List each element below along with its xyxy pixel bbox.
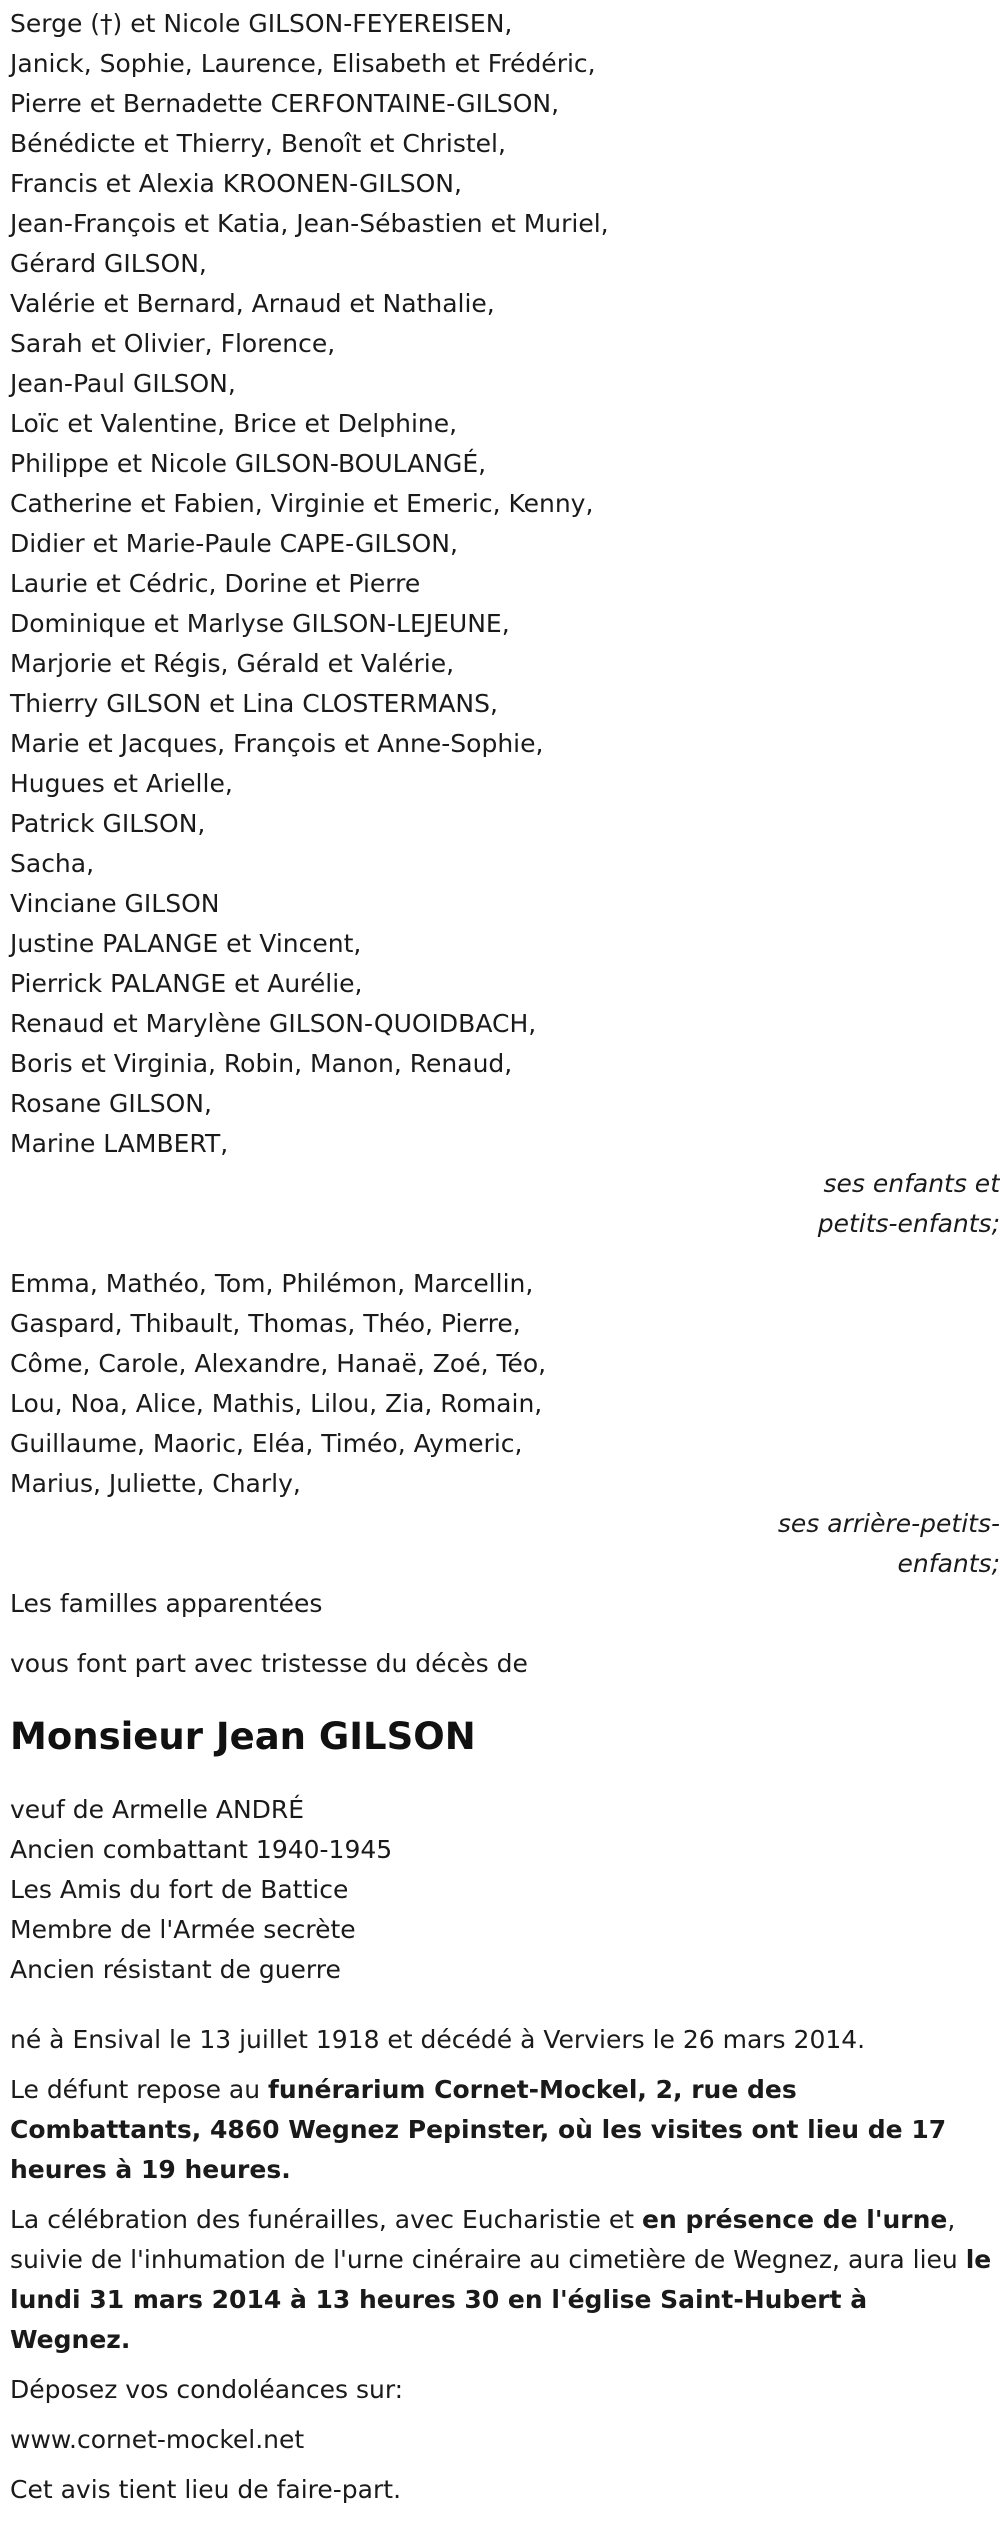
family-list	[10, 4, 990, 1164]
family-line: Renaud et Marylène GILSON-QUOIDBACH,	[10, 1009, 537, 1038]
family-line: Jean-Paul GILSON,	[10, 369, 236, 398]
family-line: Vinciane GILSON	[10, 889, 220, 918]
deceased-detail-line: Ancien résistant de guerre	[10, 1955, 341, 1984]
family-line: Catherine et Fabien, Virginie et Emeric, Kenny,	[10, 489, 594, 518]
family-line: Marine LAMBERT,	[10, 1129, 229, 1158]
family-line: Serge (†) et Nicole GILSON-FEYEREISEN,	[10, 9, 513, 38]
birth-death-text: né à Ensival le 13 juillet 1918 et décédé à Verviers le 26 mars 2014.	[10, 2025, 866, 2054]
family-line: Gérard GILSON,	[10, 249, 207, 278]
condolences-website-link[interactable]: www.cornet-mockel.net	[10, 2425, 305, 2454]
family-line: Rosane GILSON,	[10, 1089, 212, 1118]
family-line: Thierry GILSON et Lina CLOSTERMANS,	[10, 689, 498, 718]
family-line: Marjorie et Régis, Gérald et Valérie,	[10, 649, 455, 678]
deceased-details	[10, 1790, 990, 1990]
deceased-detail-line: Ancien combattant 1940-1945	[10, 1835, 393, 1864]
ceremony-urn-bold: en présence de l'urne	[641, 2205, 948, 2234]
family-line: Sarah et Olivier, Florence,	[10, 329, 336, 358]
family-line: Philippe et Nicole GILSON-BOULANGÉ,	[10, 449, 487, 478]
rest-prefix: Le défunt repose au	[10, 2075, 269, 2104]
deceased-detail-line: veuf de Armelle ANDRÉ	[10, 1795, 305, 1824]
children-label-line: ses enfants et	[823, 1169, 1000, 1198]
ceremony-part1: La célébration des funérailles, avec Eucharistie et	[10, 2205, 642, 2234]
ceremony-date-bold: le lundi 31 mars 2014 à 13 heures 30 en l'église Saint-Hubert à Wegnez.	[10, 2245, 992, 2354]
deceased-detail-line: Les Amis du fort de Battice	[10, 1875, 349, 1904]
closing-text: Cet avis tient lieu de faire-part.	[10, 2475, 402, 2504]
great-grandchild-line: Côme, Carole, Alexandre, Hanaë, Zoé, Téo,	[10, 1349, 547, 1378]
family-line: Bénédicte et Thierry, Benoît et Christel,	[10, 129, 506, 158]
family-line: Marie et Jacques, François et Anne-Sophie,	[10, 729, 544, 758]
great-grandchild-line: Emma, Mathéo, Tom, Philémon, Marcellin,	[10, 1269, 534, 1298]
great-grandchild-line: Guillaume, Maoric, Eléa, Timéo, Aymeric,	[10, 1429, 523, 1458]
family-line: Justine PALANGE et Vincent,	[10, 929, 362, 958]
rest-location-text	[10, 2070, 995, 2190]
family-line: Didier et Marie-Paule CAPE-GILSON,	[10, 529, 458, 558]
family-line: Janick, Sophie, Laurence, Elisabeth et Frédéric,	[10, 49, 596, 78]
family-line: Boris et Virginia, Robin, Manon, Renaud,	[10, 1049, 513, 1078]
deceased-detail-line: Membre de l'Armée secrète	[10, 1915, 356, 1944]
great-grandchild-line: Gaspard, Thibault, Thomas, Théo, Pierre,	[10, 1309, 521, 1338]
family-line: Jean-François et Katia, Jean-Sébastien et Muriel,	[10, 209, 609, 238]
deceased-name: Monsieur Jean GILSON	[10, 1715, 476, 1758]
rest-location-bold: funérarium Cornet-Mockel, 2, rue des Combattants, 4860 Wegnez Pepinster, où les visites ont lieu de 17 heures à 19 heures.	[10, 2075, 947, 2184]
family-line: Valérie et Bernard, Arnaud et Nathalie,	[10, 289, 495, 318]
announcement-text: vous font part avec tristesse du décès de	[10, 1649, 528, 1678]
family-line: Francis et Alexia KROONEN-GILSON,	[10, 169, 462, 198]
great-grandchildren-label-line: enfants;	[897, 1549, 1000, 1578]
great-grandchildren-label-line: ses arrière-petits-	[777, 1509, 1000, 1538]
family-line: Dominique et Marlyse GILSON-LEJEUNE,	[10, 609, 510, 638]
family-line: Sacha,	[10, 849, 95, 878]
family-line: Patrick GILSON,	[10, 809, 206, 838]
family-line: Laurie et Cédric, Dorine et Pierre	[10, 569, 421, 598]
great-grandchildren-list	[10, 1264, 990, 1504]
condolences-label: Déposez vos condoléances sur:	[10, 2375, 404, 2404]
related-families: Les familles apparentées	[10, 1589, 323, 1618]
family-line: Loïc et Valentine, Brice et Delphine,	[10, 409, 458, 438]
great-grandchildren-label	[10, 1504, 1000, 1584]
family-line: Pierre et Bernadette CERFONTAINE-GILSON,	[10, 89, 560, 118]
ceremony-text	[10, 2200, 995, 2360]
ceremony-part2: , suivie de l'inhumation de l'urne cinéraire au cimetière de Wegnez, aura lieu	[10, 2205, 966, 2274]
family-line: Hugues et Arielle,	[10, 769, 233, 798]
children-label-line: petits-enfants;	[817, 1209, 1000, 1238]
family-line: Pierrick PALANGE et Aurélie,	[10, 969, 363, 998]
children-label	[10, 1164, 1000, 1244]
great-grandchild-line: Lou, Noa, Alice, Mathis, Lilou, Zia, Romain,	[10, 1389, 543, 1418]
great-grandchild-line: Marius, Juliette, Charly,	[10, 1469, 301, 1498]
